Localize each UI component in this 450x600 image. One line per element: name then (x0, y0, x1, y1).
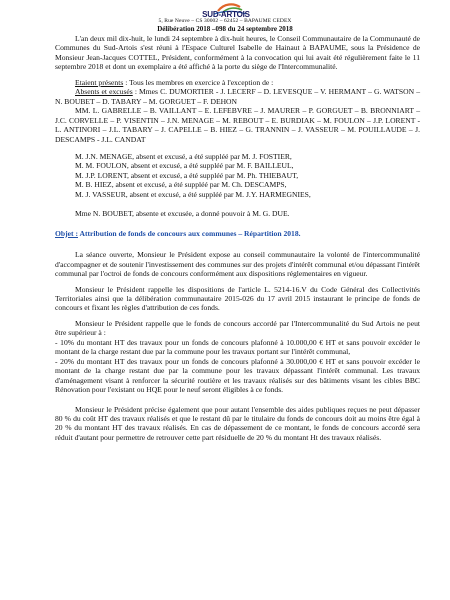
suppleance-item: M. J.P. LORENT, absent et excusé, a été suppléé par M. Ph. THIEBAUT, (75, 170, 299, 180)
objet-label: Objet : (55, 228, 78, 238)
suppleance-item: M. J. VASSEUR, absent et excusé, a été suppléé par M. J.Y. HARMEGNIES, (75, 189, 311, 199)
absents-line (55, 87, 420, 106)
paragraph-fonds: Monsieur le Président rappelle que le fonds de concours accordé par l'Intercommunalité du Sud Artois ne peut être supérieur à : (55, 318, 420, 338)
pouvoir-line: Mme N. BOUBET, absente et excusée, a donné pouvoir à M. G. DUE. (75, 209, 290, 219)
absents-men-line: MM. L. GABRELLE – B. VAILLANT – E. LEFEBVRE – J. MAURER – P. GORGUET – B. BRONNIART – J.C. CORVELLE – P. VISENTIN – J.N. MENAGE – M. REBOUT – E. BURDIAK – M. FOULON – J.P. LORENT - L. ANTINORI – J.L. TABARY – J. CAPELLE – B. HIEZ – G. TRANNIN – J. VASSEUR – M. POUILLAUDE – J. DESCAMPS - J.L. CANDAT (55, 106, 420, 144)
absents-text: : Mmes C. DUMORTIER - J. LECERF – D. LEVESQUE – V. HERMANT – G. WATSON – N. BOUBET – D. TABARY – M. GORGUET – F. DEHON (55, 87, 420, 106)
paragraph-dispositions: Monsieur le Président rappelle les dispositions de l'article L. 5214-16.V du Code Général des Collectivités Territoriales ainsi que la délibération communautaire 2015-026 du 17 avril 2015 instaurant le principe de fonds de concours et fixant les règles d'attribution de ces fonds. (55, 284, 420, 313)
bullet-10-percent: - 10% du montant HT des travaux pour un fonds de concours plafonné à 10.000,00 € HT et sans pouvoir excéder le montant de la charge restant due par la commune pour les travaux portant sur l'intérêt communal, (55, 337, 420, 357)
document-body (55, 34, 420, 442)
logo-text: SUD-ARTOIS (202, 10, 250, 19)
suppleance-item: M. B. HIEZ, absent et excusé, a été suppléé par M. Ch. DESCAMPS, (75, 180, 287, 190)
deliberation-title: Délibération 2018 –098 du 24 septembre 2018 (157, 25, 293, 33)
intro-paragraph: L'an deux mil dix-huit, le lundi 24 septembre à dix-huit heures, le Conseil Communautaire de la Communauté de Communes du Sud-Artois s'est réuni à l'Espace Culturel Isabelle de Hainaut à BAPAUME, sous la Présidence de Monsieur Jean-Jacques COTTEL, Président, conformément à la convocation qui lui avait été régulièrement faite le 11 septembre 2018 et dont un exemplaire a été affiché à la porte du siège de l'Intercommunalité. (55, 34, 420, 72)
objet-text: Attribution de fonds de concours aux communes – Répartition 2018. (78, 228, 301, 238)
paragraph-precision: Monsieur le Président précise également que pour autant l'ensemble des aides publiques reçues ne peut dépasser 80 % du coût HT des travaux réalisés et que le restant dû par le titulaire du fonds de concours doit au moins être égal à 20 % du montant HT des travaux réalisés. En cas de dépassement de ce montant, le fonds de concours accordé sera réduit d'autant pour permettre de retrouver cette part résiduelle de 20 % du montant Ht des travaux réalisés. (55, 404, 420, 442)
paragraph-seance: La séance ouverte, Monsieur le Président expose au conseil communautaire la volonté de l'intercommunalité d'accompagner et de soutenir l'investissement des communes sur des projets d'intérêt communal et/ou dépassant l'intérêt communal par l'octroi de fonds de concours conformément aux dispositions réglementaires en vigueur. (55, 250, 420, 279)
presents-text: : Tous les membres en exercice à l'exception de : (123, 77, 274, 87)
address-line: 5, Rue Neuve – CS 30002 – 62452 – BAPAUME CEDEX (158, 18, 292, 24)
suppleance-item: M. M. FOULON, absent et excusé, a été suppléé par M. F. BAILLEUL, (75, 161, 294, 171)
presents-label: Etaient présents (75, 77, 124, 87)
suppleance-item: M. J.N. MENAGE, absent et excusé, a été suppléé par M. J. FOSTIER, (75, 151, 292, 161)
bullet-20-percent: - 20% du montant HT des travaux pour un fonds de concours plafonné à 30.000,00 € HT et sans pouvoir excéder le montant de la charge restant due par la commune pour les travaux dépassant l'intérêt communal. Les travaux d'aménagement visant à renforcer la sécurité routière et les travaux réalisés sur des bâtiments visant les cibles BBC Rénovation pour l'existant ou HQE pour le neuf seront éligibles à ce fonds. (55, 356, 420, 395)
presents-line (55, 78, 420, 87)
absents-label: Absents et excusés (75, 87, 133, 97)
suppleance-list (75, 152, 420, 219)
objet-line (55, 229, 420, 238)
sud-artois-logo (178, 2, 274, 18)
